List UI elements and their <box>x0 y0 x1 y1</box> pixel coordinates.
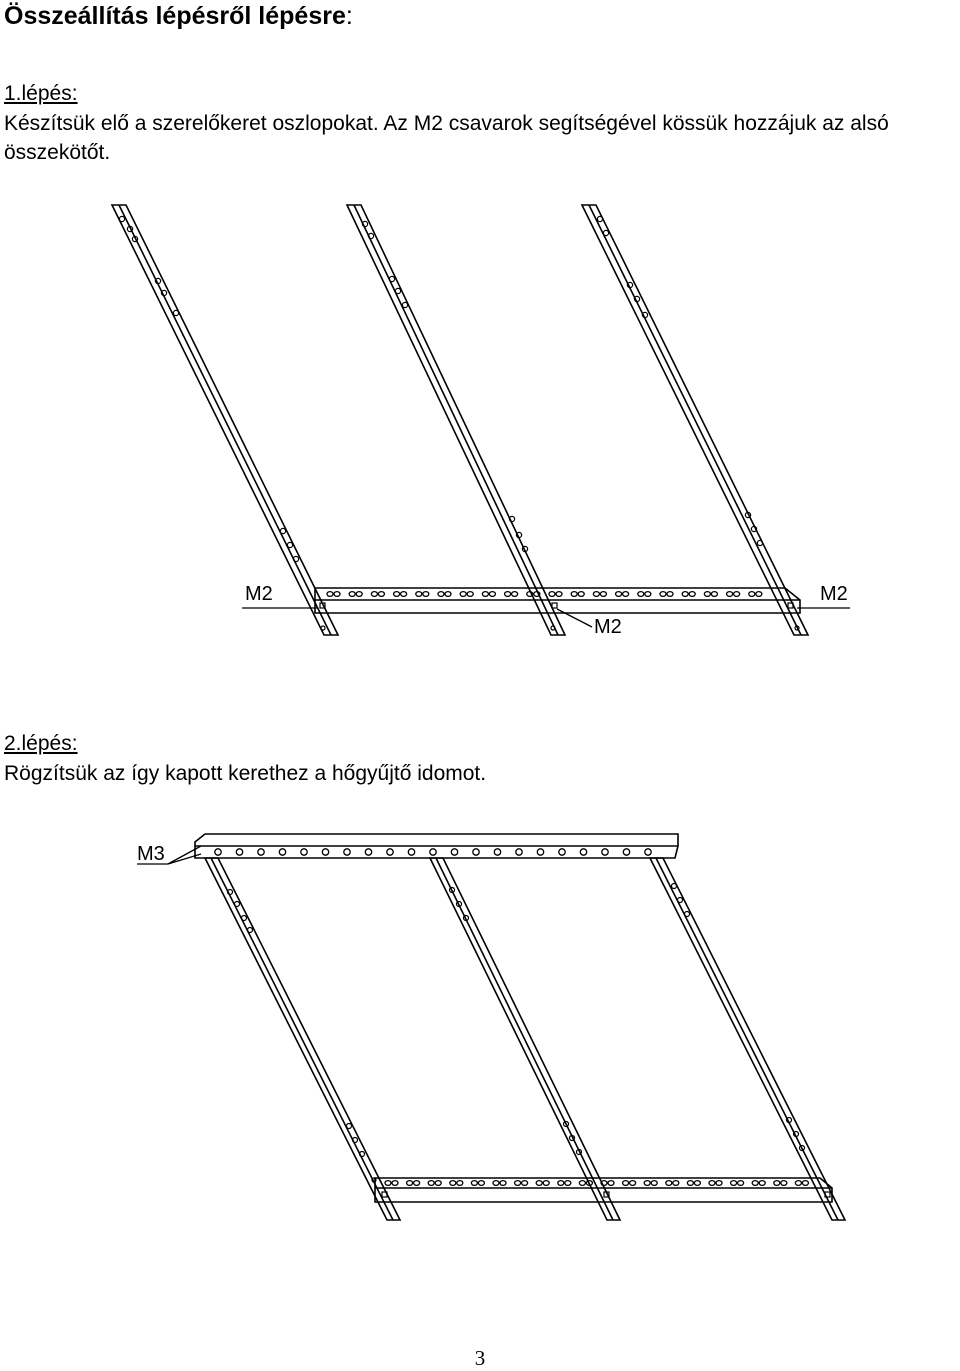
connector-hole <box>644 1181 650 1186</box>
page-title-colon: : <box>345 2 353 30</box>
connector-hole <box>694 1181 700 1186</box>
connector-hole <box>482 592 488 597</box>
connector-hole <box>435 1181 441 1186</box>
connector-hole <box>460 592 466 597</box>
connector-hole <box>711 592 717 597</box>
connector-hole <box>638 592 644 597</box>
connector-hole <box>749 592 755 597</box>
callout-m2-left: M2 <box>245 583 273 605</box>
connector-hole <box>457 1181 463 1186</box>
callout-m2-middle: M2 <box>594 616 622 638</box>
connector-hole <box>774 1181 780 1186</box>
rail-hole <box>408 849 414 855</box>
connector-hole <box>522 1181 528 1186</box>
column-2 <box>347 205 565 635</box>
columns <box>112 205 808 635</box>
connector-hole <box>623 592 629 597</box>
connector-hole <box>505 592 511 597</box>
connector-hole <box>579 1181 585 1186</box>
connector-hole <box>423 592 429 597</box>
connector-hole <box>593 592 599 597</box>
connector-hole <box>371 592 377 597</box>
rail-hole <box>580 849 586 855</box>
step-1-diagram <box>0 195 960 650</box>
connector-hole <box>795 1181 801 1186</box>
rail-hole <box>236 849 242 855</box>
callout-m2-right: M2 <box>820 583 848 605</box>
connector-hole <box>471 1181 477 1186</box>
connector-hole <box>687 1181 693 1186</box>
connector-hole <box>608 1181 614 1186</box>
connector-hole <box>558 1181 564 1186</box>
connector-hole <box>394 592 400 597</box>
connector-hole <box>445 592 451 597</box>
frame-column-2 <box>430 858 620 1220</box>
rail-hole <box>516 849 522 855</box>
connector-hole <box>666 1181 672 1186</box>
page-number: 3 <box>474 1346 486 1370</box>
rail-hole <box>623 849 629 855</box>
connector-hole <box>738 1181 744 1186</box>
rail-hole <box>451 849 457 855</box>
page-title-bold: Összeállítás lépésről lépésre <box>4 2 346 30</box>
connector-hole <box>500 1181 506 1186</box>
callout-m3: M3 <box>137 843 165 865</box>
rail-hole <box>322 849 328 855</box>
rail-hole <box>215 849 221 855</box>
connector-hole <box>645 592 651 597</box>
frame-connector-holes <box>385 1181 808 1186</box>
connector-hole <box>515 1181 521 1186</box>
rail-hole <box>301 849 307 855</box>
connector-hole <box>781 1181 787 1186</box>
rail-hole <box>258 849 264 855</box>
connector-hole <box>565 1181 571 1186</box>
rail-hole <box>387 849 393 855</box>
step-2-diagram <box>0 820 960 1240</box>
rail-hole <box>344 849 350 855</box>
connector-hole <box>392 1181 398 1186</box>
frame-columns <box>205 858 845 1220</box>
frame-bottom-connector <box>375 1178 832 1202</box>
connector-hole <box>630 1181 636 1186</box>
rail-hole <box>559 849 565 855</box>
connector-hole <box>578 592 584 597</box>
connector-hole <box>802 1181 808 1186</box>
connector-hole <box>752 1181 758 1186</box>
connector-hole <box>682 592 688 597</box>
connector-hole <box>401 592 407 597</box>
connector-hole <box>756 592 762 597</box>
connector-hole <box>536 1181 542 1186</box>
step-2-label: 2.lépés: <box>4 732 78 755</box>
step-2-text: Rögzítsük az így kapott kerethez a hőgyűjtő idomot. <box>4 762 487 785</box>
connector-hole <box>543 1181 549 1186</box>
connector-hole <box>623 1181 629 1186</box>
connector-hole <box>556 592 562 597</box>
rail-holes <box>215 849 651 855</box>
connector-hole <box>356 592 362 597</box>
connector-hole <box>571 592 577 597</box>
connector-hole <box>651 1181 657 1186</box>
connector-hole <box>349 592 355 597</box>
connector-hole <box>327 592 333 597</box>
connector-hole <box>438 592 444 597</box>
frame-column-1 <box>205 858 400 1220</box>
rail-hole <box>494 849 500 855</box>
step-1-label: 1.lépés: <box>4 82 78 105</box>
connector-hole <box>478 1181 484 1186</box>
collector-rail <box>195 834 678 858</box>
connector-hole <box>731 1181 737 1186</box>
connector-hole <box>416 592 422 597</box>
rail-hole <box>537 849 543 855</box>
page-title <box>4 0 353 32</box>
frame-column-holes <box>228 884 831 1198</box>
connector-hole <box>667 592 673 597</box>
rail-hole <box>365 849 371 855</box>
connector-hole <box>600 592 606 597</box>
rail-hole <box>602 849 608 855</box>
connector-hole <box>428 1181 434 1186</box>
connector-hole <box>727 592 733 597</box>
rail-hole <box>473 849 479 855</box>
connector-hole <box>512 592 518 597</box>
rail-hole <box>645 849 651 855</box>
frame-column-3 <box>650 858 845 1220</box>
connector-hole <box>549 592 555 597</box>
connector-hole <box>378 592 384 597</box>
step-1-text: Készítsük elő a szerelőkeret oszlopokat. Az M2 csavarok segítségével kössük hozzájuk az alsó összekötőt. <box>4 112 889 164</box>
connector-hole <box>467 592 473 597</box>
connector-hole <box>385 1181 391 1186</box>
connector-hole <box>489 592 495 597</box>
rail-hole <box>279 849 285 855</box>
connector-hole <box>660 592 666 597</box>
connector-hole <box>334 592 340 597</box>
column-3 <box>582 205 808 635</box>
connector-hole <box>616 592 622 597</box>
connector-hole <box>689 592 695 597</box>
connector-hole <box>407 1181 413 1186</box>
connector-hole <box>450 1181 456 1186</box>
connector-hole <box>759 1181 765 1186</box>
connector-hole <box>716 1181 722 1186</box>
rail-hole <box>430 849 436 855</box>
connector-hole <box>734 592 740 597</box>
connector-hole <box>493 1181 499 1186</box>
connector-hole <box>709 1181 715 1186</box>
connector-hole <box>704 592 710 597</box>
connector-hole <box>414 1181 420 1186</box>
connector-hole <box>673 1181 679 1186</box>
column-1 <box>112 205 338 635</box>
